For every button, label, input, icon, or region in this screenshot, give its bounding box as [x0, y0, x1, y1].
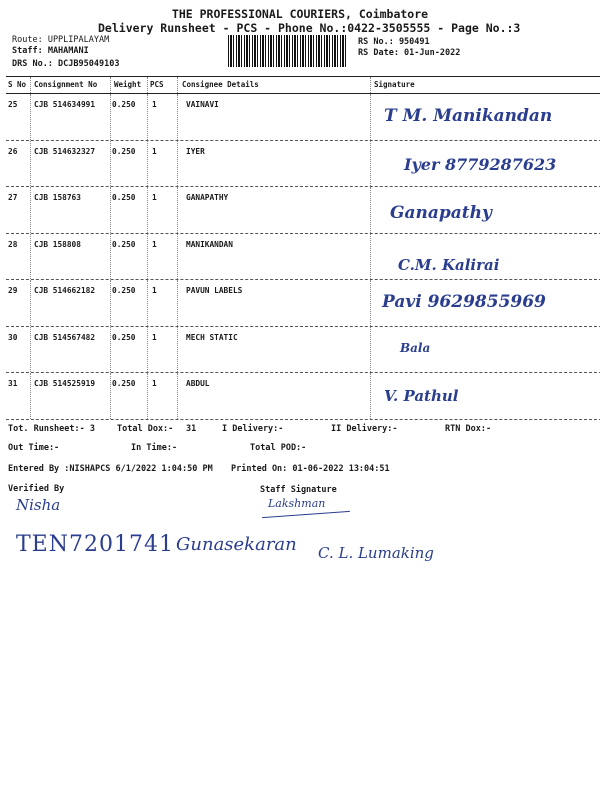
rs-date: RS Date: 01-Jun-2022 [358, 48, 461, 58]
row-weight: 0.250 [112, 239, 136, 249]
handwritten-note-extra: C. L. Lumaking [318, 544, 434, 562]
row-consignee: GANAPATHY [186, 193, 229, 202]
row-sno: 25 [8, 100, 18, 109]
table-row [6, 280, 600, 327]
printed-on: Printed On: 01-06-2022 13:04:51 [231, 464, 390, 474]
row-signature: T M. Manikandan [384, 106, 553, 126]
row-signature: Ganapathy [390, 203, 492, 223]
out-time: Out Time:- [8, 443, 60, 453]
row-pcs: 1 [152, 193, 157, 202]
col-sno: S No [8, 80, 27, 89]
runsheet-table [6, 76, 600, 420]
row-weight: 0.250 [112, 193, 136, 202]
row-pcs: 1 [152, 146, 157, 156]
row-consignment: CJB 514632327 [34, 146, 96, 156]
row-signature: C.M. Kalirai [398, 255, 500, 274]
row-consignee: PAVUN LABELS [186, 286, 243, 295]
row-sno: 27 [8, 193, 18, 202]
route-label: Route: UPPLIPALAYAM [12, 35, 110, 45]
row-consignee: MANIKANDAN [186, 239, 233, 249]
col-weight: Weight [114, 80, 142, 89]
table-row [6, 187, 600, 234]
ii-delivery: II Delivery:- [331, 424, 398, 434]
table-row [6, 327, 600, 374]
rs-number: RS No.: 950491 [358, 37, 430, 47]
staff-signature-label: Staff Signature [260, 485, 337, 495]
handwritten-note-name: Gunasekaran [176, 534, 297, 555]
row-weight: 0.250 [112, 100, 136, 109]
row-signature: Pavi 9629855969 [382, 292, 546, 312]
row-consignee: VAINAVI [186, 100, 219, 109]
row-weight: 0.250 [112, 379, 136, 388]
row-consignment: CJB 514525919 [34, 379, 96, 388]
col-consignee: Consignee Details [182, 80, 259, 89]
row-sno: 30 [8, 332, 18, 342]
total-dox-value: 31 [186, 424, 197, 434]
row-pcs: 1 [152, 379, 157, 388]
verified-by-label: Verified By [8, 484, 65, 494]
row-pcs: 1 [152, 100, 157, 109]
handwritten-note-code: TEN7201741 [16, 532, 174, 557]
row-sno: 29 [8, 286, 18, 295]
table-row [6, 373, 600, 420]
row-weight: 0.250 [112, 332, 136, 342]
row-sno: 28 [8, 239, 18, 249]
col-signature: Signature [374, 80, 415, 89]
i-delivery: I Delivery:- [222, 424, 284, 434]
total-pod: Total POD:- [250, 443, 307, 453]
row-signature: V. Pathul [384, 387, 459, 405]
staff-label: Staff: MAHAMANI [12, 46, 89, 56]
table-header [6, 76, 600, 94]
row-consignment: CJB 158763 [34, 193, 81, 202]
row-consignment: CJB 514662182 [34, 286, 96, 295]
row-consignee: IYER [186, 146, 205, 156]
table-row [6, 141, 600, 188]
staff-handwritten-signature: Lakshman [268, 497, 326, 510]
row-consignee: ABDUL [186, 379, 210, 388]
row-consignee: MECH STATIC [186, 332, 238, 342]
barcode-image [228, 35, 346, 67]
row-sno: 31 [8, 379, 18, 388]
tot-runsheet: Tot. Runsheet:- 3 [8, 424, 95, 434]
runsheet-subtitle: Delivery Runsheet - PCS - Phone No.:0422-3505555 - Page No.:3 [98, 21, 521, 35]
total-dox-label: Total Dox:- [117, 424, 174, 434]
row-signature: Bala [400, 340, 431, 355]
col-pcs: PCS [150, 80, 164, 89]
row-pcs: 1 [152, 332, 157, 342]
verified-signature: Nisha [16, 496, 61, 514]
row-consignment: CJB 514634991 [34, 100, 96, 109]
table-row [6, 234, 600, 281]
row-pcs: 1 [152, 239, 157, 249]
row-sno: 26 [8, 146, 18, 156]
row-weight: 0.250 [112, 146, 136, 156]
row-signature: Iyer 8779287623 [404, 154, 557, 174]
row-consignment: CJB 514567482 [34, 332, 96, 342]
signature-underline [262, 511, 350, 518]
row-pcs: 1 [152, 286, 157, 295]
rtn-dox: RTN Dox:- [445, 424, 492, 434]
table-row [6, 94, 600, 141]
col-consignment: Consignment No [34, 80, 98, 89]
entered-by: Entered By :NISHAPCS 6/1/2022 1:04:50 PM [8, 464, 213, 474]
row-consignment: CJB 158808 [34, 239, 81, 249]
company-title: THE PROFESSIONAL COURIERS, Coimbatore [171, 7, 429, 21]
in-time: In Time:- [131, 443, 178, 453]
drs-number: DRS No.: DCJB95049103 [12, 59, 120, 69]
row-weight: 0.250 [112, 286, 136, 295]
